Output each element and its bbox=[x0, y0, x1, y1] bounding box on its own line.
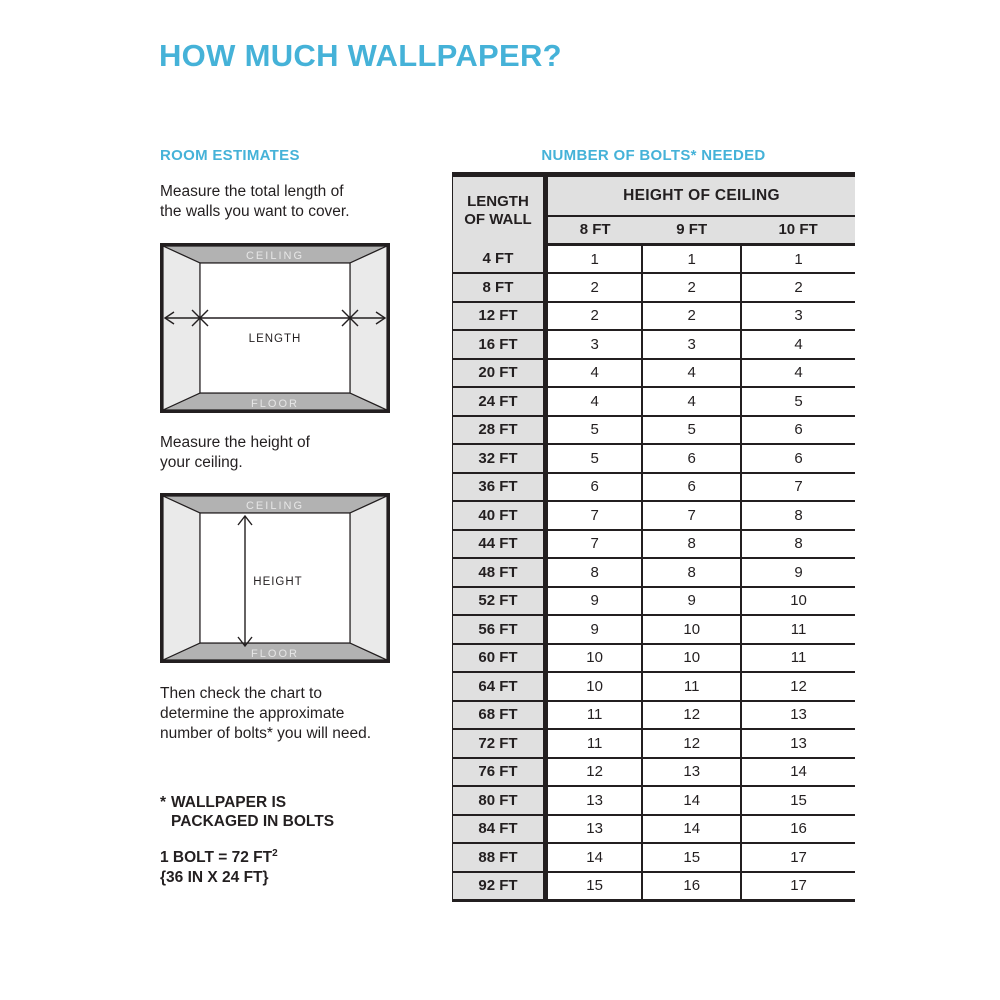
col-header-9ft: 9 FT bbox=[642, 216, 741, 245]
length-label: LENGTH bbox=[248, 333, 302, 345]
table-row bbox=[453, 473, 856, 502]
wall-length-cell: 76 FT bbox=[453, 758, 546, 787]
table-row bbox=[453, 672, 856, 701]
table-row bbox=[453, 302, 856, 331]
bolt-count-cell: 10 bbox=[642, 644, 741, 673]
room-height-diagram bbox=[160, 493, 390, 663]
bolt-count-cell: 8 bbox=[741, 501, 855, 530]
page-title: HOW MUCH WALLPAPER? bbox=[159, 38, 562, 73]
bolt-count-cell: 5 bbox=[642, 416, 741, 445]
bolt-count-cell: 4 bbox=[642, 359, 741, 388]
wallpaper-bolts-footnote bbox=[160, 793, 334, 831]
bolt-count-cell: 14 bbox=[741, 758, 855, 787]
wall-length-cell: 64 FT bbox=[453, 672, 546, 701]
bolt-count-cell: 11 bbox=[741, 644, 855, 673]
table-row bbox=[453, 758, 856, 787]
bolt-count-cell: 14 bbox=[642, 786, 741, 815]
table-row bbox=[453, 245, 856, 274]
wall-length-cell: 88 FT bbox=[453, 843, 546, 872]
bolt-count-cell: 1 bbox=[741, 245, 855, 274]
bolt-count-cell: 2 bbox=[741, 273, 855, 302]
bolt-count-cell: 1 bbox=[642, 245, 741, 274]
left-wall-panel bbox=[163, 496, 200, 660]
wall-length-cell: 72 FT bbox=[453, 729, 546, 758]
room-length-diagram bbox=[160, 243, 390, 413]
bolts-needed-heading: NUMBER OF BOLTS* NEEDED bbox=[541, 147, 766, 164]
bolt-count-cell: 1 bbox=[545, 245, 642, 274]
table-row bbox=[453, 615, 856, 644]
col-header-8ft: 8 FT bbox=[545, 216, 642, 245]
bolt-count-cell: 3 bbox=[741, 302, 855, 331]
bolt-count-cell: 8 bbox=[741, 530, 855, 559]
wall-length-cell: 32 FT bbox=[453, 444, 546, 473]
bolt-count-cell: 9 bbox=[545, 587, 642, 616]
wall-length-cell: 44 FT bbox=[453, 530, 546, 559]
step1-line1: Measure the total length of bbox=[160, 183, 344, 200]
step2-line2: your ceiling. bbox=[160, 454, 243, 471]
wall-length-cell: 56 FT bbox=[453, 615, 546, 644]
table-row bbox=[453, 644, 856, 673]
step1-line2: the walls you want to cover. bbox=[160, 203, 350, 220]
wall-length-cell: 52 FT bbox=[453, 587, 546, 616]
step3-line2: determine the approximate bbox=[160, 705, 345, 722]
wall-length-cell: 24 FT bbox=[453, 387, 546, 416]
table-row bbox=[453, 558, 856, 587]
bolt-count-cell: 6 bbox=[741, 416, 855, 445]
table-row bbox=[453, 843, 856, 872]
bolt-count-cell: 9 bbox=[642, 587, 741, 616]
bolt-count-cell: 4 bbox=[741, 330, 855, 359]
bolt-count-cell: 17 bbox=[741, 872, 855, 901]
bolt-count-cell: 8 bbox=[642, 558, 741, 587]
floor-label: FLOOR bbox=[251, 398, 299, 410]
table-header-row-1 bbox=[453, 175, 856, 216]
bolt-count-cell: 14 bbox=[545, 843, 642, 872]
table-row bbox=[453, 872, 856, 901]
bolt-count-cell: 16 bbox=[642, 872, 741, 901]
bolt-count-cell: 2 bbox=[642, 273, 741, 302]
step3-line1: Then check the chart to bbox=[160, 685, 322, 702]
wall-length-cell: 48 FT bbox=[453, 558, 546, 587]
wall-length-cell: 40 FT bbox=[453, 501, 546, 530]
bolt-count-cell: 6 bbox=[741, 444, 855, 473]
floor-label: FLOOR bbox=[251, 648, 299, 660]
wall-length-cell: 68 FT bbox=[453, 701, 546, 730]
squared-superscript: 2 bbox=[272, 847, 278, 859]
bolt-size-info bbox=[160, 848, 278, 888]
bolts-needed-table bbox=[452, 172, 855, 902]
bolt-count-cell: 15 bbox=[741, 786, 855, 815]
bolt-count-cell: 13 bbox=[741, 729, 855, 758]
wall-length-cell: 12 FT bbox=[453, 302, 546, 331]
bolt-count-cell: 5 bbox=[545, 444, 642, 473]
back-wall-panel bbox=[200, 263, 350, 393]
col-header-10ft: 10 FT bbox=[741, 216, 855, 245]
bolt-equation: 1 BOLT = 72 $FT^2$ bbox=[160, 847, 278, 866]
length-of-wall-header: LENGTH OF WALL bbox=[453, 175, 546, 245]
bolt-count-cell: 4 bbox=[642, 387, 741, 416]
bolt-count-cell: 12 bbox=[642, 729, 741, 758]
right-wall-panel bbox=[350, 246, 387, 410]
asterisk: * bbox=[160, 794, 167, 811]
bolt-count-cell: 8 bbox=[545, 558, 642, 587]
bolt-count-cell: 15 bbox=[642, 843, 741, 872]
bolt-count-cell: 6 bbox=[642, 444, 741, 473]
step3-line3: number of bolts* you will need. bbox=[160, 725, 372, 742]
bolt-dimensions: {36 IN X 24 FT} bbox=[160, 869, 269, 886]
bolt-count-cell: 6 bbox=[545, 473, 642, 502]
bolt-count-cell: 4 bbox=[741, 359, 855, 388]
bolt-count-cell: 2 bbox=[545, 302, 642, 331]
bolt-count-cell: 13 bbox=[545, 786, 642, 815]
wall-length-cell: 92 FT bbox=[453, 872, 546, 901]
bolt-count-cell: 11 bbox=[545, 729, 642, 758]
table-row bbox=[453, 416, 856, 445]
bolt-count-cell: 2 bbox=[642, 302, 741, 331]
bolt-count-cell: 17 bbox=[741, 843, 855, 872]
bolt-count-cell: 7 bbox=[545, 501, 642, 530]
bolt-count-cell: 12 bbox=[545, 758, 642, 787]
table-row bbox=[453, 330, 856, 359]
footnote-line2: PACKAGED IN BOLTS bbox=[171, 813, 335, 830]
table-row bbox=[453, 701, 856, 730]
bolt-count-cell: 11 bbox=[741, 615, 855, 644]
height-of-ceiling-header: HEIGHT OF CEILING bbox=[545, 175, 855, 216]
bolt-count-cell: 12 bbox=[642, 701, 741, 730]
bolt-count-cell: 7 bbox=[741, 473, 855, 502]
table-row bbox=[453, 815, 856, 844]
wall-length-cell: 8 FT bbox=[453, 273, 546, 302]
bolt-count-cell: 10 bbox=[642, 615, 741, 644]
bolt-count-cell: 13 bbox=[642, 758, 741, 787]
bolt-count-cell: 4 bbox=[545, 387, 642, 416]
table-row bbox=[453, 587, 856, 616]
table-row bbox=[453, 530, 856, 559]
bolt-count-cell: 11 bbox=[545, 701, 642, 730]
bolt-count-cell: 5 bbox=[741, 387, 855, 416]
wall-length-cell: 36 FT bbox=[453, 473, 546, 502]
bolt-count-cell: 14 bbox=[642, 815, 741, 844]
table-row bbox=[453, 273, 856, 302]
bolt-count-cell: 7 bbox=[545, 530, 642, 559]
bolt-count-cell: 10 bbox=[545, 672, 642, 701]
wall-length-cell: 16 FT bbox=[453, 330, 546, 359]
table-row bbox=[453, 786, 856, 815]
room-estimates-heading: ROOM ESTIMATES bbox=[160, 147, 300, 164]
wall-length-cell: 20 FT bbox=[453, 359, 546, 388]
bolt-count-cell: 7 bbox=[642, 501, 741, 530]
bolt-count-cell: 9 bbox=[545, 615, 642, 644]
wall-length-cell: 60 FT bbox=[453, 644, 546, 673]
table-row bbox=[453, 501, 856, 530]
bolt-count-cell: 10 bbox=[545, 644, 642, 673]
bolt-count-cell: 13 bbox=[545, 815, 642, 844]
ceiling-label: CEILING bbox=[245, 500, 305, 512]
table-row bbox=[453, 387, 856, 416]
right-wall-panel bbox=[350, 496, 387, 660]
bolt-count-cell: 3 bbox=[642, 330, 741, 359]
bolt-count-cell: 8 bbox=[642, 530, 741, 559]
bolt-count-cell: 16 bbox=[741, 815, 855, 844]
bolt-count-cell: 13 bbox=[741, 701, 855, 730]
bolt-count-cell: 6 bbox=[642, 473, 741, 502]
step2-instruction bbox=[160, 433, 310, 473]
table-row bbox=[453, 729, 856, 758]
bolt-count-cell: 4 bbox=[545, 359, 642, 388]
table-row bbox=[453, 444, 856, 473]
bolt-count-cell: 3 bbox=[545, 330, 642, 359]
wall-length-cell: 80 FT bbox=[453, 786, 546, 815]
bolt-count-cell: 10 bbox=[741, 587, 855, 616]
bolt-count-cell: 2 bbox=[545, 273, 642, 302]
step3-instruction bbox=[160, 684, 371, 744]
bolt-count-cell: 12 bbox=[741, 672, 855, 701]
table-row bbox=[453, 359, 856, 388]
bolt-count-cell: 9 bbox=[741, 558, 855, 587]
footnote-line1: * WALLPAPER IS bbox=[160, 794, 287, 811]
height-label: HEIGHT bbox=[253, 576, 303, 588]
wall-length-cell: 84 FT bbox=[453, 815, 546, 844]
step1-instruction bbox=[160, 182, 350, 222]
wall-length-cell: 28 FT bbox=[453, 416, 546, 445]
bolt-count-cell: 15 bbox=[545, 872, 642, 901]
ceiling-label: CEILING bbox=[245, 250, 305, 262]
bolt-count-cell: 11 bbox=[642, 672, 741, 701]
bolt-count-cell: 5 bbox=[545, 416, 642, 445]
step2-line1: Measure the height of bbox=[160, 434, 310, 451]
wall-length-cell: 4 FT bbox=[453, 245, 546, 274]
left-wall-panel bbox=[163, 246, 200, 410]
